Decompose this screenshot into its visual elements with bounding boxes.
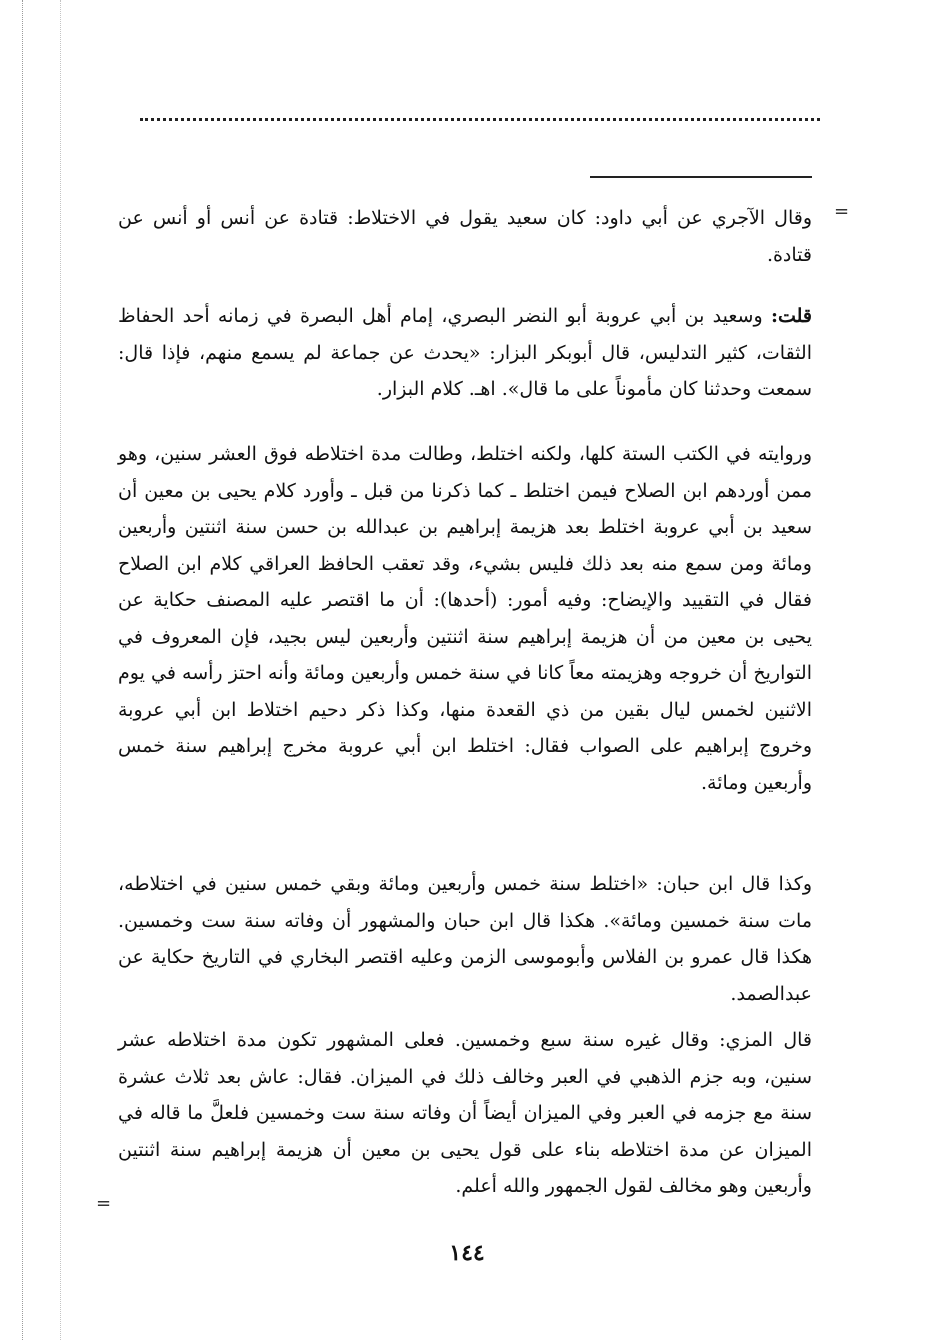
paragraph-author-note-body: وسعيد بن أبي عروبة أبو النضر البصري، إمام أهل البصرة في زمانه أحد الحفاظ الثقات، كثير التدليس، قال أبوبكر البزار: «يحدث عن جماعة لم يسمع منهم، فإذا قال: سمعت وحدثنا كان مأموناً على ما قال». اهـ. كلام البزار. <box>118 305 812 400</box>
paragraph-author-note <box>118 298 812 408</box>
paragraph-ajurri-quote: وقال الآجري عن أبي داود: كان سعيد يقول في الاختلاط: قتادة عن أنس أو أنس عن قتادة. <box>118 207 812 266</box>
paragraph-mizzi: قال المزي: وقال غيره سنة سبع وخمسين. فعلى المشهور تكون مدة اختلاطه عشر سنين، وبه جزم الذهبي في العبر وخالف ذلك في الميزان. فقال: عاش بعد ثلاث عشرة سنة مع جزمه في العبر وفي الميزان أيضاً أن وفاته سنة ست وخمسين فلعلَّ ما قاله في الميزان عن مدة اختلاطه بناء على قول يحيى بن معين أن هزيمة إبراهيم سنة اثنتين وأربعين وهو مخالف لقول الجمهور والله أعلم. <box>118 1029 812 1197</box>
paragraph-narration-discussion: وروايته في الكتب الستة كلها، ولكنه اختلط، وطالت مدة اختلاطه فوق العشر سنين، وهو ممن أوردهم ابن الصلاح فيمن اختلط ـ كما ذكرنا من قبل ـ وأورد كلام يحيى بن معين أن سعيد بن أبي عروبة اختلط بعد هزيمة إبراهيم بن عبدالله بن حسن سنة اثنتين وأربعين ومائة ومن سمع منه بعد ذلك فليس بشيء، وقد تعقب الحافظ العراقي كلام ابن الصلاح فقال في التقييد والإيضاح: وفيه أمور: (أحدها): أن ما اقتصر عليه المصنف حكاية عن يحيى بن معين من أن هزيمة إبراهيم سنة اثنتين وأربعين ليس بجيد، فإن المعروف في التواريخ أن خروجه وهزيمته معاً كانا في سنة خمس وأربعين ومائة وأنه احتز رأسه في يوم الاثنين لخمس ليال بقين من ذي القعدة منها، وكذا ذكر دحيم اختلاط ابن أبي عروبة وخروج إبراهيم على الصواب فقال: اختلط ابن أبي عروبة مخرج إبراهيم سنة خمس وأربعين ومائة. <box>118 443 812 794</box>
paragraph-ibn-hibban: وكذا قال ابن حبان: «اختلط سنة خمس وأربعين ومائة وبقي خمس سنين في اختلاطه، مات سنة خمسين ومائة». هكذا قال ابن حبان والمشهور أن وفاته سنة ست وخمسين. هكذا قال عمرو بن الفلاس وأبوموسى الزمن وعليه اقتصر البخاري في التاريخ حكاية عن عبدالصمد. <box>118 873 812 1005</box>
binding-guide-line <box>22 0 23 1340</box>
margin-continuation-mark-bottom: = <box>96 1193 112 1214</box>
footnote-dotted-separator <box>140 118 820 121</box>
binding-guide-line-secondary <box>60 0 61 1340</box>
paragraph-lead-word: قلت: <box>770 305 812 327</box>
page-number: ١٤٤ <box>449 1240 485 1266</box>
margin-continuation-mark-top: = <box>834 201 850 222</box>
footnote-rule <box>590 176 812 178</box>
